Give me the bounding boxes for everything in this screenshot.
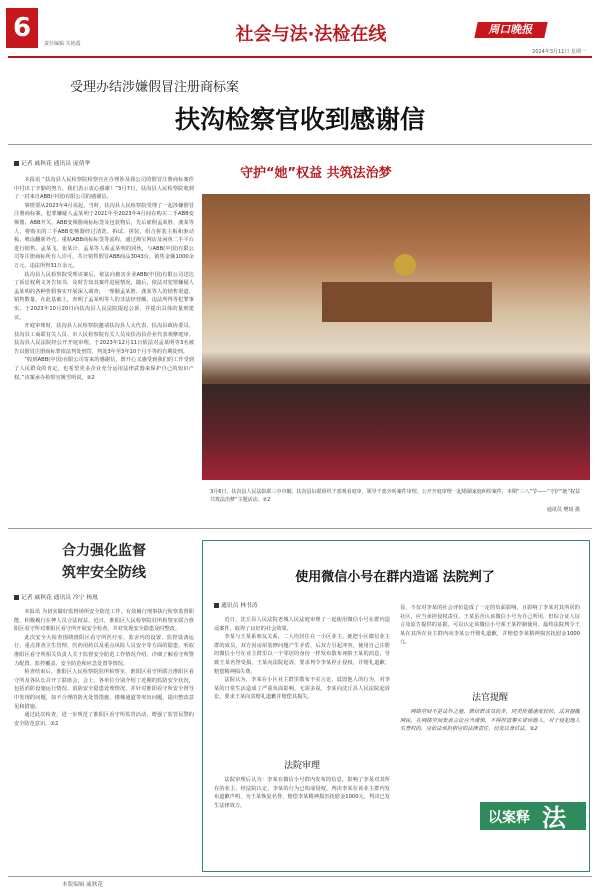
- story1-paragraph: 本报讯 “扶沟县人民检察院检察官在办理涉及我公司的假冒注册商标案件中付出了辛勤的努力，我们表示衷心感谢！”3月7日，扶沟县人民检察院收到了一封来自ABB(中国)有限公司的感谢信。: [14, 177, 194, 201]
- story1-paragraph: 开庭审理时，扶沟县人民检察院邀请扶沟县人大代表、扶沟县政协委员、扶沟县工商联有关人员、市人民检察院有关人员及扶沟县企业代表观摩庭审。扶沟县人民法院经公开开庭审理，于2023年12月11日依法对孟某明等3名被告以假冒注册商标罪依法判处刑罚，判处3年至3年10个月不等的有期徒刑。: [14, 323, 194, 355]
- story3-paragraph: 通过此次检查，进一步规范了淮阳区看守所监管活动，增强了监管民警的安全防范意识。②2: [14, 712, 194, 727]
- story4-byline: [214, 600, 334, 609]
- story3-byline-text: 记者 戚秋花 通讯员 冷宁 杨凰: [21, 595, 98, 601]
- story1-byline: [14, 158, 194, 167]
- date-line: 2024年3月11日 星期一: [532, 49, 586, 55]
- story2-caption-credit: 通讯员 樊琦 摄: [546, 507, 580, 513]
- story1-paragraph: “收到ABB(中国)有限公司寄来的感谢信，既开心又感受到我们的工作受到了人民群众的肯定，也希望更多企业充分运用法律武器来保护自己的知识产权。”该案承办检察官姚雪明说。②2: [14, 357, 194, 381]
- editor-line: 责任编辑 关艳霞: [44, 41, 81, 47]
- story3-byline: [14, 592, 194, 601]
- story4-right-text: 显，不仅对李某的社会评价造成了一定的负面影响，且影响了李某对其所居的社区，应当承担侵权责任。王某虽否认该微信小号为自己所用，但综合证人证言及原告提供的证据，可以认定该微信小号系王某控制使用。最终法院判令王某在其所在业主群内向李某公开赔礼道歉，并赔偿李某精神损害抚慰金1000元。: [400, 605, 580, 646]
- photo-emblem: [394, 254, 416, 276]
- story4-paragraph: 李某与王某系朋友关系，二人均居住在一小区业主。她把小区微信业主群的成员，双方因房屋装修问题产生矛盾，后双方引起冲突，使用自己注册的微信小号在业主群里以一个邻居的身份一样发布散布诬陷王某的消息，导致王某名誉受损，王某向法院起诉，要求判令李某停止侵权，并赔礼道歉、赔偿精神损失费。: [214, 634, 390, 675]
- page-number: 6: [6, 8, 38, 48]
- byline-square-icon: [14, 595, 19, 600]
- footer-rule: [8, 876, 592, 877]
- story4-right-column: [400, 604, 580, 678]
- story4-body: [214, 616, 390, 752]
- photo-audience-row: [202, 384, 590, 480]
- case-banner-text: 以案释: [488, 810, 530, 826]
- story1-paragraph: 扶沟县人民检察院受理该案后，依法向被害企业ABB(中国)有限公司送达了诉讼权利义务告知书，及时告知其案件进展情况，随后，依法对犯罪嫌疑人孟某明的各种售假事实开展深入调查，一理顺孟某胜、龚某等人的销售渠道、销售数量，在此基础上，查明了孟某明等人的非法经营额、违法所得等犯罪事实。于2023年10月20日向扶沟县人民法院提起公诉，并提出具体的量刑建议。: [14, 271, 194, 321]
- story4-tips-text: 网络空间不是法外之地，微信群成员较多，同类传播速度较快，法官提醒网民，在网络空间发表言论应当谨慎，不得捏造事实诽谤他人。对于侵犯他人名誉权的，应依法承担相应的法律责任，切莫以身试法。②2: [400, 709, 580, 733]
- case-banner-char: 法: [542, 803, 566, 832]
- story1-byline-text: 记者 戚秋花 通讯员 庞倩华: [21, 161, 91, 167]
- story1-rule: [8, 144, 592, 145]
- story3-headline-line1: 合力强化监督: [62, 543, 146, 559]
- case-banner: [480, 802, 586, 830]
- story3-body: [14, 608, 194, 862]
- story4-reasoning-text: 法院审理后认为：李某在微信小号群内发布的信息，影响了李某对其所在的业主，经法院认定，李某的行为已构成侵权，判决李某在该业主群内发布道歉声明，为王某恢复名誉，赔偿李某精神损害抚慰金1000元，判决已发生法律效力。: [214, 777, 390, 809]
- story4-paragraph: 法院认为，李某在小区业主群里散布不实言论，诋毁他人的行为，对李某的日常生活造成了严重负面影响。无需多说，李某向沈丘县人民法院起诉讼，要求王某向其赔礼道歉并赔偿其损失。: [214, 677, 390, 701]
- story1-paragraph: 事情要从2023年4月说起，当时，扶沟县人民检察院受理了一起涉嫌假冒注册商标案，犯罪嫌疑人孟某明于2021年至2023年4月间在购买二手ABB变频器、ABB开关、ABB变频器商标标签及包装物后，先后雇佣孟某胜、龚某等人，将购买的二手ABB变频器经过清洗、拆试、拼装，组合拼装主板和驱动板、喷涂翻新外壳、重贴ABB商标标签等流程，通过淘宝网店及闲鱼二手平台进行销售，孟某飞、张某计、孟某等人系孟某明的同伙，与ABB(中国)有限公司等注册商标所有人许可，共计销售假冒ABB商品3043台，销售金额1000余万元，违法所得31万余元。: [14, 202, 194, 269]
- story4-byline-text: 通讯员 林书涛: [221, 603, 258, 609]
- story3-paragraph: 检查结束后，淮阳区人民检察院驻所检察室、淮阳区看守所联合淮阳区看守所及各队长召开了联席会，会上，各单位分别介绍了近期的监防安全状况，包括消防设施运行情况、消防安全隐患处理情况，并针对淮阳看守所安全督导中发现的问题，如不合理的防火处置措施、楼梯通道等突出问题，提出整改意见和措施。: [14, 669, 194, 710]
- story1-body: [14, 176, 194, 522]
- story4-tips: [400, 708, 580, 800]
- story1-headline: 扶沟检察官收到感谢信: [174, 105, 425, 134]
- mid-rule: [8, 528, 592, 529]
- story1-kicker: 受理办结涉嫌假冒注册商标案: [70, 80, 240, 95]
- byline-square-icon: [214, 603, 219, 608]
- byline-square-icon: [14, 161, 19, 166]
- section-title: 社会与法·法检在线: [235, 24, 387, 45]
- header-rule: [8, 56, 592, 58]
- story4-paragraph: 近日，沈丘县人民法院老城人民法庭审理了一起使用微信小号在群内造谣案件，取得了良好的社会效果。: [214, 617, 390, 632]
- story2-headline: 守护“她”权益 共筑法治梦: [240, 166, 392, 181]
- story2-caption: 3月6日，扶沟县人民法院联三亭巾帼，扶沟县妇联组织干部观看庭审，领导干部旁听案件审理，公开开庭审理一起婚姻家庭纠纷案件，本期“三八”节——“守护“她”权益 共筑法治梦”主题活动。②2: [210, 489, 580, 503]
- page-header: [0, 0, 600, 60]
- photo-bench: [322, 282, 492, 322]
- story4-reasoning: [214, 776, 390, 862]
- story3-paragraph: 本报讯 为切实做好监督场所安全防范工作，有效履行刑事执行检察监督职能，积极履行在押人员合法权益，近日，淮阳区人民检察院驻所检察室联合淮阳区看守所对淮阳区看守所开展安全检查，并对发现安全隐患及时整改。: [14, 609, 194, 633]
- story3-headline-line2: 筑牢安全防线: [62, 565, 146, 581]
- story4-tips-title: 法官提醒: [471, 693, 508, 703]
- footer-editor: 本版编辑 戚秋花: [62, 882, 103, 888]
- story4-reasoning-title: 法院审理: [283, 761, 320, 771]
- paper-logo: 周口晚报: [474, 22, 547, 38]
- courtroom-photo: [202, 194, 590, 480]
- story4-headline: 使用微信小号在群内造谣 法院判了: [295, 570, 495, 585]
- story3-paragraph: 此次安全大检查围绕淮阳区看守所医疗室、监舍内的设置、监控设备运行、重点排查卫生管理、医药用药以及重点风险人员安全等方面的隐患，听取淮阳区看守所相关负责人关于监督安全防范工作情况介绍，详细了解看守所警力配置、监控覆盖、安全防范和应急处置等情况。: [14, 634, 194, 667]
